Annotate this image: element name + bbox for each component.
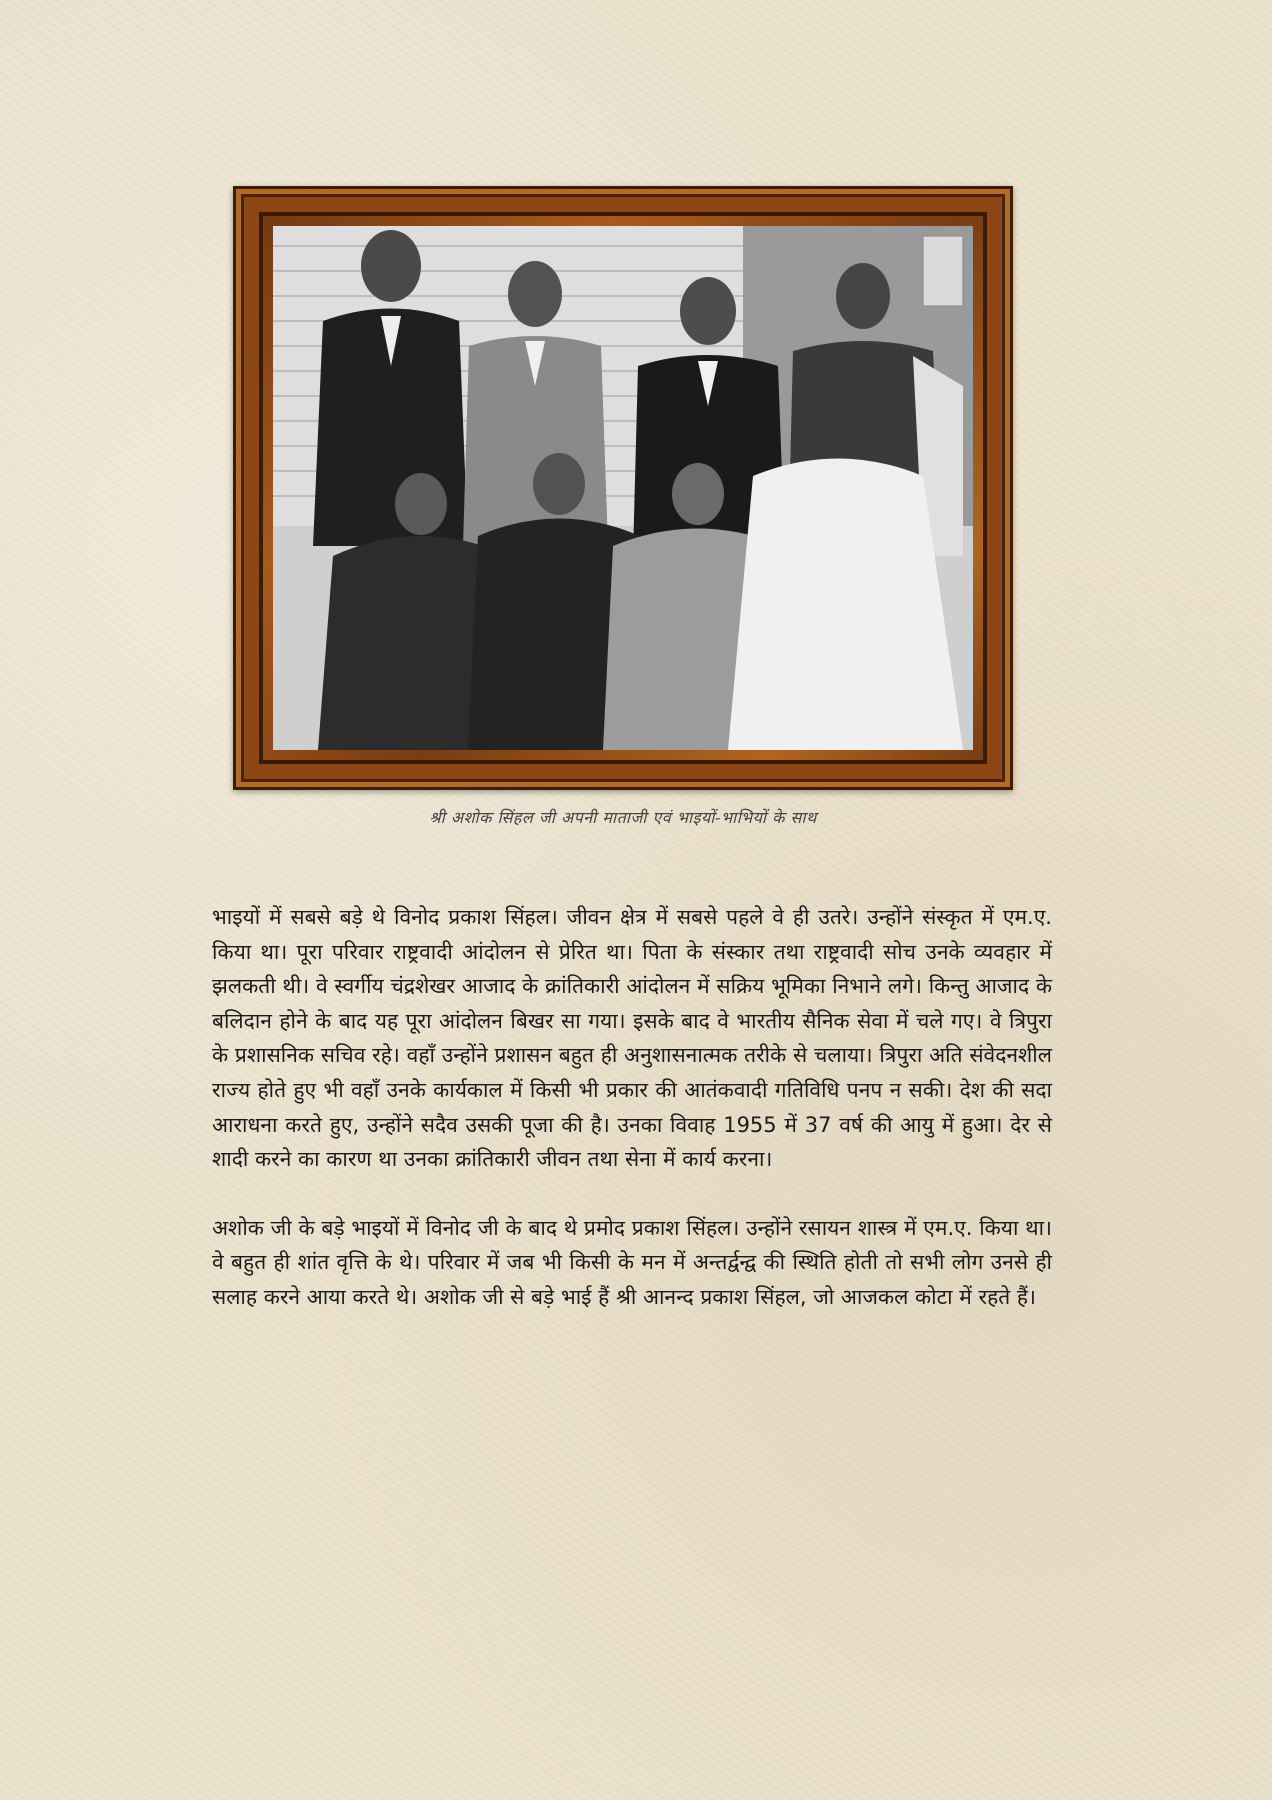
photo-frame xyxy=(233,186,1013,790)
paragraph-1: भाइयों में सबसे बड़े थे विनोद प्रकाश सिंहल। जीवन क्षेत्र में सबसे पहले वे ही उतरे। उन्होंने संस्कृत में एम.ए. किया था। पूरा परिवार राष्ट्रवादी आंदोलन से प्रेरित था। पिता के संस्कार तथा राष्ट्रवादी सोच उनके व्यवहार में झलकती थी। वे स्वर्गीय चंद्रशेखर आजाद के क्रांतिकारी आंदोलन में सक्रिय भूमिका निभाने लगे। किन्तु आजाद के बलिदान होने के बाद यह पूरा आंदोलन बिखर सा गया। इसके बाद वे भारतीय सैनिक सेवा में चले गए। वे त्रिपुरा के प्रशासनिक सचिव रहे। वहाँ उन्होंने प्रशासन बहुत ही अनुशासनात्मक तरीके से चलाया। त्रिपुरा अति संवेदनशील राज्य होते हुए भी वहाँ उनके कार्यकाल में किसी भी प्रकार की आतंकवादी गतिविधि पनप न सकी। देश की सदा आराधना करते हुए, उन्होंने सदैव उसकी पूजा की है। उनका विवाह 1955 में 37 वर्ष की आयु में हुआ। देर से शादी करने का कारण था उनका क्रांतिकारी जीवन तथा सेना में कार्य करना। xyxy=(212,905,1052,1172)
paragraph-2: अशोक जी के बड़े भाइयों में विनोद जी के बाद थे प्रमोद प्रकाश सिंहल। उन्होंने रसायन शास्त्र में एम.ए. किया था। वे बहुत ही शांत वृत्ति के थे। परिवार में जब भी किसी के मन में अन्तर्द्वन्द्व की स्थिति होती तो सभी लोग उनसे ही सलाह करने आया करते थे। अशोक जी से बड़े भाई हैं श्री आनन्द प्रकाश सिंहल, जो आजकल कोटा में रहते हैं। xyxy=(212,1215,1052,1309)
article-body xyxy=(212,900,1052,1349)
family-photo-illustration xyxy=(273,226,973,750)
photo-caption: श्री अशोक सिंहल जी अपनी माताजी एवं भाइयों-भाभियों के साथ xyxy=(429,808,817,827)
family-photo xyxy=(273,226,973,750)
